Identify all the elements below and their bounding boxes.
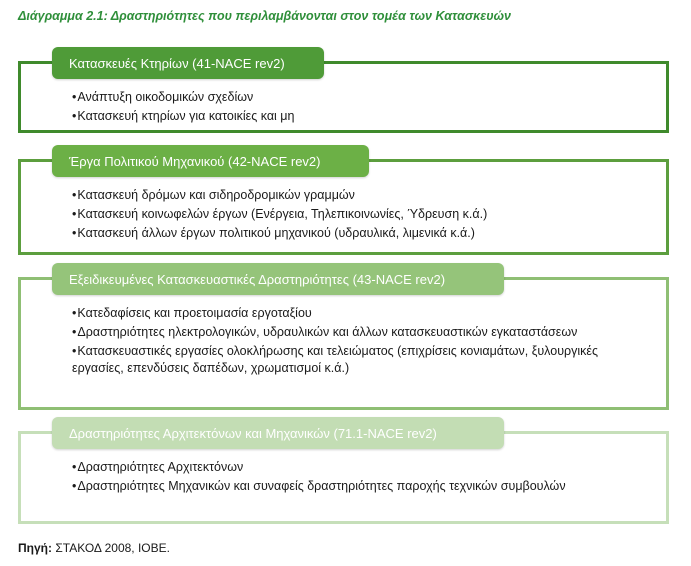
source-text: ΣΤΑΚΟΔ 2008, ΙΟΒΕ. xyxy=(55,541,170,555)
list-item: • Κατασκευαστικές εργασίες ολοκλήρωσης και τελειώματος (επιχρίσεις κονιαμάτων, ξυλουργικές εργασίες, επενδύσεις δαπέδων, χρωματισμοί κ.ά.) xyxy=(72,343,645,377)
section-item-list xyxy=(72,305,645,379)
list-item: • Κατασκευή κοινωφελών έργων (Ενέργεια, Τηλεπικοινωνίες, Ύδρευση κ.ά.) xyxy=(72,206,645,223)
section-item-list xyxy=(72,89,645,127)
list-item: • Κατασκευή άλλων έργων πολιτικού μηχανικού (υδραυλικά, λιμενικά κ.ά.) xyxy=(72,225,645,242)
section-specialised-construction xyxy=(18,263,669,410)
list-item: • Κατεδαφίσεις και προετοιμασία εργοταξίου xyxy=(72,305,645,322)
list-item: • Δραστηριότητες ηλεκτρολογικών, υδραυλικών και άλλων κατασκευαστικών εγκαταστάσεων xyxy=(72,324,645,341)
section-item-list xyxy=(72,187,645,244)
list-item: • Ανάπτυξη οικοδομικών σχεδίων xyxy=(72,89,645,106)
diagram-caption: Διάγραμμα 2.1: Δραστηριότητες που περιλαμβάνονται στον τομέα των Κατασκευών xyxy=(18,9,511,23)
section-item-list xyxy=(72,459,645,497)
section-header: Έργα Πολιτικού Μηχανικού (42-NACE rev2) xyxy=(52,145,369,177)
section-header: Δραστηριότητες Αρχιτεκτόνων και Μηχανικών (71.1-NACE rev2) xyxy=(52,417,504,449)
section-civil-engineering xyxy=(18,145,669,255)
section-header: Κατασκευές Κτηρίων (41-NACE rev2) xyxy=(52,47,324,79)
section-architects-engineers xyxy=(18,417,669,524)
list-item: • Κατασκευή δρόμων και σιδηροδρομικών γραμμών xyxy=(72,187,645,204)
section-building-construction xyxy=(18,47,669,133)
source-label: Πηγή: xyxy=(18,541,52,555)
section-header: Εξειδικευμένες Κατασκευαστικές Δραστηριότητες (43-NACE rev2) xyxy=(52,263,504,295)
source-note xyxy=(18,541,170,555)
list-item: • Κατασκευή κτηρίων για κατοικίες και μη xyxy=(72,108,645,125)
list-item: • Δραστηριότητες Μηχανικών και συναφείς δραστηριότητες παροχής τεχνικών συμβουλών xyxy=(72,478,645,495)
list-item: • Δραστηριότητες Αρχιτεκτόνων xyxy=(72,459,645,476)
